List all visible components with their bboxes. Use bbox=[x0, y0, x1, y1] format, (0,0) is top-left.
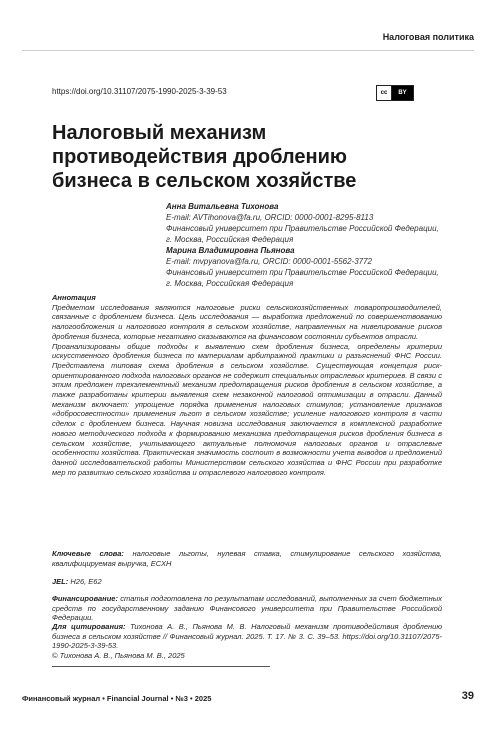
jel-text: H26, E62 bbox=[70, 577, 102, 586]
abstract bbox=[52, 293, 442, 477]
journal-name: Финансовый журнал • Financial Journal • №3 • 2025 bbox=[22, 694, 212, 703]
by-label: BY bbox=[392, 86, 413, 100]
abstract-paragraph: Предметом исследования являются налоговые риски сельскохозяйственных товаропроизводителей, связанные с дроблением бизнеса. Цель исследования — выработка предложений по совершенствованию налогообложения и налогового контроля в сельском хозяйстве, направленных на нивелирование рисков дробления бизнеса, которые негативно сказываются на финансовом состоянии субъектов отрасли. bbox=[52, 302, 442, 341]
funding-heading: Финансирование: bbox=[52, 594, 118, 603]
footnote-divider bbox=[52, 666, 270, 667]
page-number: 39 bbox=[461, 690, 474, 702]
author-affiliation: Финансовый университет при Правительстве Российской Федерации, bbox=[166, 268, 439, 277]
author-location: г. Москва, Российская Федерация bbox=[166, 235, 294, 244]
keywords-text: налоговые льготы, нулевая ставка, стимулирование сельского хозяйства, квалифицируемая выручка, ЕСХН bbox=[52, 549, 442, 568]
article-title bbox=[52, 121, 432, 193]
title-line: бизнеса в сельском хозяйстве bbox=[52, 170, 357, 192]
jel-codes bbox=[52, 577, 442, 587]
keywords bbox=[52, 549, 442, 568]
abstract-paragraph: Проанализированы общие подходы к выявлению схем дробления бизнеса, определены критерии искусственного дробления бизнеса по материалам арбитражной практики и разъяснений ФНС России. Представлена типовая схема дробления в сельском хозяйстве. Существующая концепция риск-ориентированного подхода налоговых органов не содержит специальных отраслевых критериев. В связи с этим предложен трехэлементный механизм предотвращения рисков дробления в сельском хозяйстве, а также разработаны критерии выявления схем незаконной налоговой оптимизации в отрасли. Данный механизм включает: упрощение порядка применения налоговых стимулов; установление признаков «добросовестности» применения льгот в сельском хозяйстве; усиление налогового контроля в части сделок с дроблением бизнеса. Научная новизна исследования заключается в комплексной разработке нового методического подхода к формированию механизма предотвращения рисков дробления бизнеса в сельском хозяйстве, учитывающего актуальные полномочия налоговых органов и отраслевые особенности хозяйства. Практическая значимость состоит в возможности учета выводов и предложений данной исследовательской работы Министерством сельского хозяйства и ФНС России при разработке мер по развитию сельского хозяйства и отраслевого налогового контроля. bbox=[52, 341, 442, 477]
keywords-heading: Ключевые слова: bbox=[52, 549, 124, 558]
authors-block bbox=[166, 201, 466, 289]
funding bbox=[52, 594, 442, 623]
author-name: Марина Владимировна Пьянова bbox=[166, 246, 295, 255]
author-name: Анна Витальевна Тихонова bbox=[166, 202, 279, 211]
author-email-orcid: E-mail: AVTihonova@fa.ru, ORCID: 0000-0001-8295-8113 bbox=[166, 213, 374, 222]
citation bbox=[52, 622, 442, 651]
abstract-heading: Аннотация bbox=[52, 293, 96, 302]
running-footer bbox=[22, 688, 474, 710]
cc-by-license-icon[interactable] bbox=[376, 85, 414, 101]
title-line: противодействия дроблению bbox=[52, 146, 347, 168]
jel-heading: JEL: bbox=[52, 577, 69, 586]
author-email-orcid: E-mail: mvpyanova@fa.ru, ORCID: 0000-0001-5562-3772 bbox=[166, 257, 372, 266]
author-affiliation: Финансовый университет при Правительстве Российской Федерации, bbox=[166, 224, 439, 233]
doi-link[interactable]: https://doi.org/10.31107/2075-1990-2025-3-39-53 bbox=[52, 87, 227, 96]
title-line: Налоговый механизм bbox=[52, 122, 267, 144]
citation-text: Тихонова А. В., Пьянова М. В. Налоговый механизм противодействия дроблению бизнеса в сельском хозяйстве // Финансовый журнал. 2025. Т. 17. № 3. С. 39–53. https://doi.org/10.31107/2075-1990-2025-3-39-53. bbox=[52, 622, 442, 651]
funding-text: статья подготовлена по результатам исследований, выполненных за счет бюджетных средств по государственному заданию Финансового университета при Правительстве Российской Федерации. bbox=[52, 594, 442, 623]
author-location: г. Москва, Российская Федерация bbox=[166, 279, 294, 288]
cc-icon: cc bbox=[377, 86, 392, 100]
running-header bbox=[22, 22, 474, 51]
copyright: © Тихонова А. В., Пьянова М. В., 2025 bbox=[52, 651, 185, 660]
section-label: Налоговая политика bbox=[382, 32, 474, 42]
citation-heading: Для цитирования: bbox=[52, 622, 126, 631]
